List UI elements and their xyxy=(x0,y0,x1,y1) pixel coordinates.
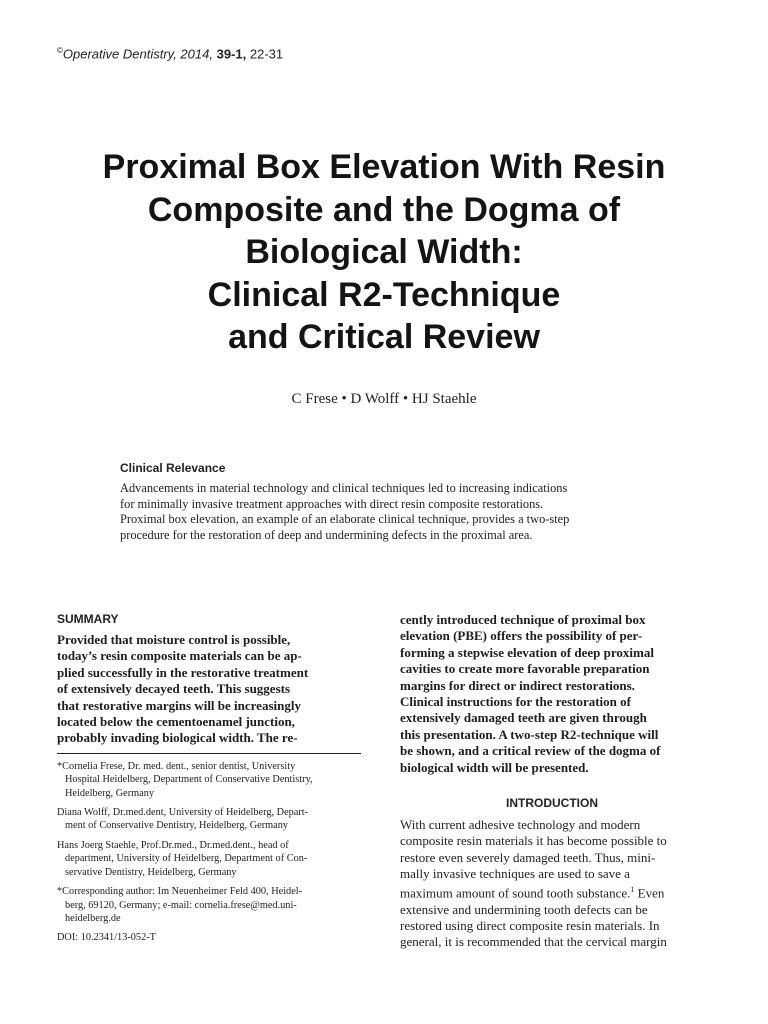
text-line: Hospital Heidelberg, Department of Conservative Dentistry, xyxy=(65,774,313,786)
text-line: restore even severely damaged teeth. Thus, mini- xyxy=(400,849,656,865)
clinical-relevance-text xyxy=(120,481,648,543)
text-line: Advancements in material technology and clinical techniques led to increasing indications xyxy=(120,481,568,495)
text-line: for minimally invasive treatment approaches with direct resin composite restorations. xyxy=(120,496,544,511)
left-column xyxy=(57,612,361,951)
text-line: elevation (PBE) offers the possibility of per- xyxy=(400,628,643,644)
introduction-text xyxy=(400,817,704,951)
right-column xyxy=(400,612,704,951)
footnote-divider xyxy=(57,753,361,754)
introduction-heading: INTRODUCTION xyxy=(506,796,598,811)
text-line: Diana Wolff, Dr.med.dent, University of Heidelberg, Depart- xyxy=(57,807,309,819)
text-line: this presentation. A two-step R2-technique will xyxy=(400,726,659,742)
text-line: composite resin materials it has become possible to xyxy=(400,833,667,849)
text-line: extensive and undermining tooth defects can be xyxy=(400,901,648,917)
summary-text-right xyxy=(400,612,704,776)
text-line: general, it is recommended that the cervical margin xyxy=(400,934,667,950)
citation-superscript: 1 xyxy=(630,885,635,895)
text-line: servative Dentistry, Heidelberg, Germany xyxy=(65,866,237,878)
text-line: probably invading biological width. The re- xyxy=(57,730,298,746)
text-line: *Corresponding author: Im Neuenheimer Feld 400, Heidel- xyxy=(57,886,303,898)
text-line: located below the cementoenamel junction, xyxy=(57,714,295,730)
text-line: ment of Conservative Dentistry, Heidelberg, Germany xyxy=(65,820,289,832)
text-line: restored using direct composite resin materials. In xyxy=(400,918,660,934)
title-line: Biological Width: xyxy=(245,233,523,271)
text-line: With current adhesive technology and modern xyxy=(400,817,641,833)
text-line: today’s resin composite materials can be ap- xyxy=(57,648,302,664)
title-line: Proximal Box Elevation With Resin xyxy=(102,148,666,186)
clinical-relevance-box xyxy=(120,461,648,543)
footnote-wolff xyxy=(57,806,361,833)
text-line: margins for direct or indirect restorations. xyxy=(400,677,635,693)
journal-citation xyxy=(57,46,283,61)
summary-text-left xyxy=(57,632,361,747)
text-line: plied successfully in the restorative treatment xyxy=(57,664,309,680)
text-fragment: maximum amount of sound tooth substance. xyxy=(400,885,631,901)
title-line: Composite and the Dogma of xyxy=(147,190,621,229)
title-line: and Critical Review xyxy=(228,318,540,356)
journal-volume: 39-1, xyxy=(216,46,247,62)
text-fragment: Even xyxy=(634,885,665,901)
journal-pages: 22-31 xyxy=(249,46,284,62)
text-line: procedure for the restoration of deep and undermining defects in the proximal area. xyxy=(120,527,533,542)
text-line: be shown, and a critical review of the dogma of xyxy=(400,743,661,759)
text-line: that restorative margins will be increasingly xyxy=(57,697,301,713)
text-line: forming a stepwise elevation of deep proximal xyxy=(400,644,654,660)
text-line: cavities to create more favorable preparation xyxy=(400,661,650,677)
footnote-staehle xyxy=(57,839,361,879)
text-line: of extensively decayed teeth. This suggests xyxy=(57,681,291,697)
text-line: Proximal box elevation, an example of an elaborate clinical technique, provides a two-step xyxy=(120,512,570,526)
footnote-frese xyxy=(57,760,361,800)
footnote-doi xyxy=(57,931,361,944)
author-list: C Frese • D Wolff • HJ Staehle xyxy=(291,391,477,407)
text-line: Clinical instructions for the restoration of xyxy=(400,694,631,710)
copyright-symbol: © xyxy=(57,46,63,55)
article-title xyxy=(40,146,728,359)
text-line: heidelberg.de xyxy=(65,912,121,924)
text-line: cently introduced technique of proximal box xyxy=(400,612,646,627)
journal-name: Operative Dentistry, 2014, xyxy=(62,46,213,62)
text-line: Heidelberg, Germany xyxy=(65,787,155,799)
text-line: *Cornelia Frese, Dr. med. dent., senior dentist, University xyxy=(57,760,296,772)
title-line: Clinical R2-Technique xyxy=(207,275,561,314)
text-line: berg, 69120, Germany; e-mail: cornelia.frese@med.uni- xyxy=(65,899,297,911)
text-line: department, University of Heidelberg, Department of Con- xyxy=(65,853,308,865)
footnote-corresponding-author xyxy=(57,885,361,925)
text-line: biological width will be presented. xyxy=(400,759,589,775)
summary-heading: SUMMARY xyxy=(57,612,119,626)
text-line: Provided that moisture control is possible, xyxy=(57,632,291,647)
text-line: extensively damaged teeth are given through xyxy=(400,710,647,726)
text-line: Hans Joerg Staehle, Prof.Dr.med., Dr.med.dent., head of xyxy=(57,839,289,851)
text-line: mally invasive techniques are used to save a xyxy=(400,865,630,881)
text-line-with-citation xyxy=(400,882,704,902)
text-line: DOI: 10.2341/13-052-T xyxy=(57,932,156,944)
clinical-relevance-heading: Clinical Relevance xyxy=(120,461,226,475)
